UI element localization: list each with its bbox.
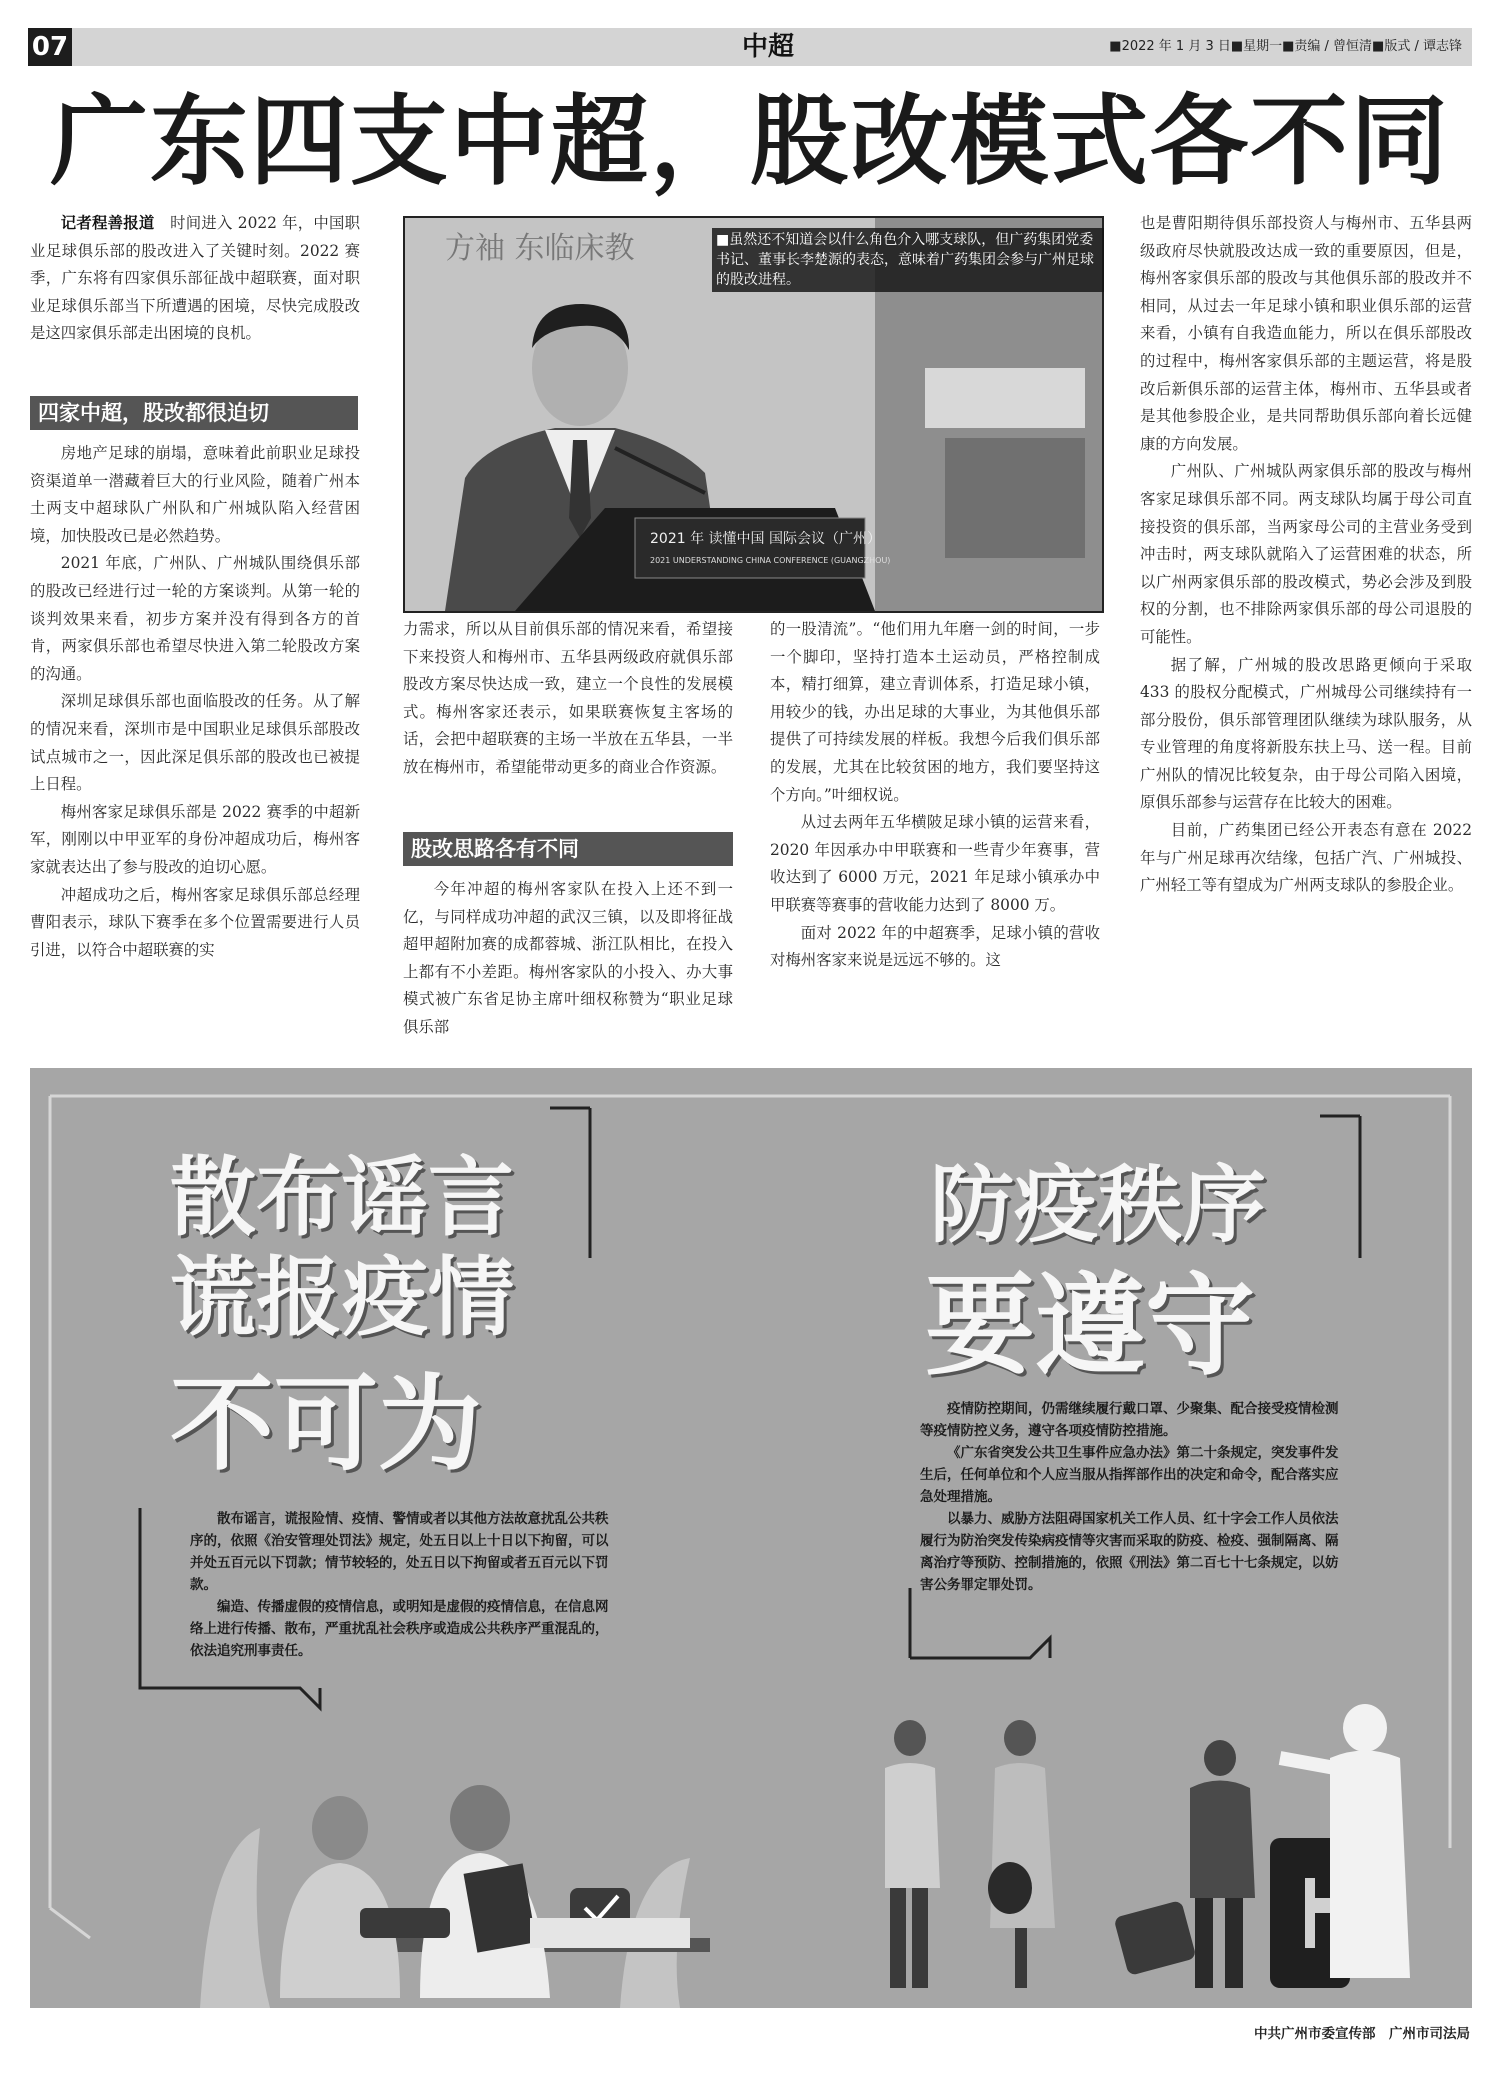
page-header xyxy=(28,28,1472,66)
article-paragraph: 目前，广药集团已经公开表态有意在 2022 年与广州足球再次结缘，包括广汽、广州城投、广州轻工等有望成为广州两支球队的参股企业。 xyxy=(1140,821,1472,895)
article-column-2 xyxy=(403,616,733,782)
backdrop-text: 方袖 东临床教 xyxy=(445,231,635,266)
article-paragraph: 据了解，广州城的股改思路更倾向于采取 433 的股权分配模式，广州城母公司继续持有一部分股份，俱乐部管理团队继续为球队服务，从专业管理的角度将新股东扶上马、送一程。目前广州队的情况比较复杂，由于母公司陷入困境，原俱乐部参与运营存在比较大的困难。 xyxy=(1140,655,1472,812)
poster-left-title-line3: 不可为 xyxy=(170,1363,483,1485)
subhead-four-clubs: 四家中超，股改都很迫切 xyxy=(30,396,358,430)
article-paragraph: 广州队、广州城队两家俱乐部的股改与梅州客家足球俱乐部不同。两支球队均属于母公司直接投资的俱乐部，当两家母公司的主营业务受到冲击时，两支球队就陷入了运营困难的状态，所以广州两家俱乐部的股改模式，势必会涉及到股权的分割，也不排除两家俱乐部的母公司退股的可能性。 xyxy=(1140,462,1472,646)
article-paragraph: 从过去两年五华横陂足球小镇的运营来看，2020 年因承办中甲联赛和一些青少年赛事，营收达到了 6000 万元，2021 年足球小镇承办中甲联赛等赛事的营收能力达到了 8000 万。 xyxy=(770,813,1100,914)
article-paragraph: 房地产足球的崩塌，意味着此前职业足球投资渠道单一潜藏着巨大的行业风险，随着广州本土两支中超球队广州队和广州城队陷入经营困境，加快股改已是必然趋势。 xyxy=(30,444,360,545)
poster-paragraph: 《广东省突发公共卫生事件应急办法》第二十条规定，突发事件发生后，任何单位和个人应当服从指挥部作出的决定和命令，配合落实应急处理措施。 xyxy=(920,1445,1339,1505)
article-column-4 xyxy=(1140,210,1472,900)
article-column-2-cont xyxy=(403,876,733,1042)
article-paragraph: 力需求，所以从目前俱乐部的情况来看，希望接下来投资人和梅州市、五华县两级政府就俱乐部股改方案尽快达成一致，建立一个良性的发展模式。梅州客家还表示，如果联赛恢复主客场的话，会把中超联赛的主场一半放在五华县，一半放在梅州市，希望能带动更多的商业合作资源。 xyxy=(403,620,733,776)
subhead-reform-ideas: 股改思路各有不同 xyxy=(403,832,733,866)
poster-left-body xyxy=(190,1508,610,1662)
article-column-1 xyxy=(30,210,360,348)
article-paragraph: 面对 2022 年的中超赛季，足球小镇的营收对梅州客家来说是远远不够的。这 xyxy=(770,923,1100,970)
photo-caption: ■虽然还不知道会以什么角色介入哪支球队，但广药集团党委书记、董事长李楚源的表态，意味着广药集团会参与广州足球的股改进程。 xyxy=(712,228,1104,292)
article-paragraph: 冲超成功之后，梅州客家足球俱乐部总经理曹阳表示，球队下赛季在多个位置需要进行人员引进，以符合中超联赛的实 xyxy=(30,885,360,959)
date-editor-line: ■2022 年 1 月 3 日■星期一■责编 / 曾恒清■版式 / 谭志锋 xyxy=(1109,39,1462,54)
article-paragraph: 深圳足球俱乐部也面临股改的任务。从了解的情况来看，深圳市是中国职业足球俱乐部股改试点城市之一，因此深足俱乐部的股改也已被提上日程。 xyxy=(30,692,360,794)
public-service-poster xyxy=(30,1068,1472,2008)
poster-sponsor-credit: 中共广州市委宣传部 广州市司法局 xyxy=(1254,2026,1470,2042)
article-paragraph: 的一股清流”。“他们用九年磨一剑的时间，一步一个脚印，坚持打造本土运动员，严格控制成本，精打细算，建立青训体系，打造足球小镇，用较少的钱，办出足球的大事业，为其他俱乐部提供了可持续发展的样板。我想今后我们俱乐部的发展，尤其在比较贫困的地方，我们要坚持这个方向。”叶细权说。 xyxy=(770,620,1100,804)
podium-subtext: 2021 UNDERSTANDING CHINA CONFERENCE (GUANGZHOU) xyxy=(650,556,891,565)
article-paragraph: 2021 年底，广州队、广州城队围绕俱乐部的股改已经进行过一轮的方案谈判。从第一轮的谈判效果来看，初步方案并没有得到各方的首肯，两家俱乐部也希望尽快进入第二轮股改方案的沟通。 xyxy=(30,554,360,683)
article-paragraph: 也是曹阳期待俱乐部投资人与梅州市、五华县两级政府尽快就股改达成一致的重要原因，但是，梅州客家俱乐部的股改与其他俱乐部的股改并不相同，从过去一年足球小镇和职业俱乐部的运营来看，小镇有自我造血能力，所以在俱乐部股改的过程中，梅州客家俱乐部的主题运营，将是股改后新俱乐部的运营主体，梅州市、五华县或者是其他参股企业，是共同帮助俱乐部向着长远健康的方向发展。 xyxy=(1140,214,1472,453)
article-paragraph: 今年冲超的梅州客家队在投入上还不到一亿，与同样成功冲超的武汉三镇，以及即将征战超甲超附加赛的成都蓉城、浙江队相比，在投入上都有不小差距。梅州客家队的小投入、办大事模式被广东省足协主席叶细权称赞为“职业足球俱乐部 xyxy=(403,880,733,1036)
poster-paragraph: 散布谣言，谎报险情、疫情、警情或者以其他方法故意扰乱公共秩序的，依照《治安管理处罚法》规定，处五日以上十日以下拘留，可以并处五百元以下罚款；情节较轻的，处五日以下拘留或者五百元以下罚款。 xyxy=(190,1511,609,1593)
poster-paragraph: 以暴力、威胁方法阻碍国家机关工作人员、红十字会工作人员依法履行为防治突发传染病疫情等灾害而采取的防疫、检疫、强制隔离、隔离治疗等预防、控制措施的，依照《刑法》第二百七十七条规定，以妨害公务罪定罪处罚。 xyxy=(920,1511,1339,1593)
poster-paragraph: 疫情防控期间，仍需继续履行戴口罩、少聚集、配合接受疫情检测等疫情防控义务，遵守各项疫情防控措施。 xyxy=(920,1401,1339,1439)
article-paragraph: 时间进入 2022 年，中国职业足球俱乐部的股改进入了关键时刻。2022 赛季，广东将有四家俱乐部征战中超联赛，面对职业足球俱乐部当下所遭遇的困境，尽快完成股改是这四家俱乐部走出困境的良机。 xyxy=(30,214,360,343)
page-headline: 广东四支中超，股改模式各不同 xyxy=(49,84,1450,199)
poster-paragraph: 编造、传播虚假的疫情信息，或明知是虚假的疫情信息，在信息网络上进行传播、散布，严重扰乱社会秩序或造成公共秩序严重混乱的，依法追究刑事责任。 xyxy=(190,1599,609,1659)
article-column-3 xyxy=(770,616,1100,975)
section-name: 中超 xyxy=(741,32,794,62)
poster-left-title-line2: 谎报疫情 xyxy=(170,1248,514,1348)
podium-text: 2021 年 读懂中国 国际会议（广州） xyxy=(650,531,881,547)
poster-right-title-line1: 防疫秩序 xyxy=(930,1156,1267,1254)
poster-right-body xyxy=(920,1398,1340,1596)
poster-right-title-line2: 要遵守 xyxy=(925,1262,1255,1390)
poster-left-title-line1: 散布谣言 xyxy=(170,1148,514,1248)
article-paragraph: 梅州客家足球俱乐部是 2022 赛季的中超新军，刚刚以中甲亚军的身份冲超成功后，梅州客家就表达出了参与股改的迫切心愿。 xyxy=(30,802,360,876)
page-number: 07 xyxy=(28,28,72,66)
article-column-1-cont xyxy=(30,440,360,964)
byline: 记者程善报道 xyxy=(60,214,155,232)
